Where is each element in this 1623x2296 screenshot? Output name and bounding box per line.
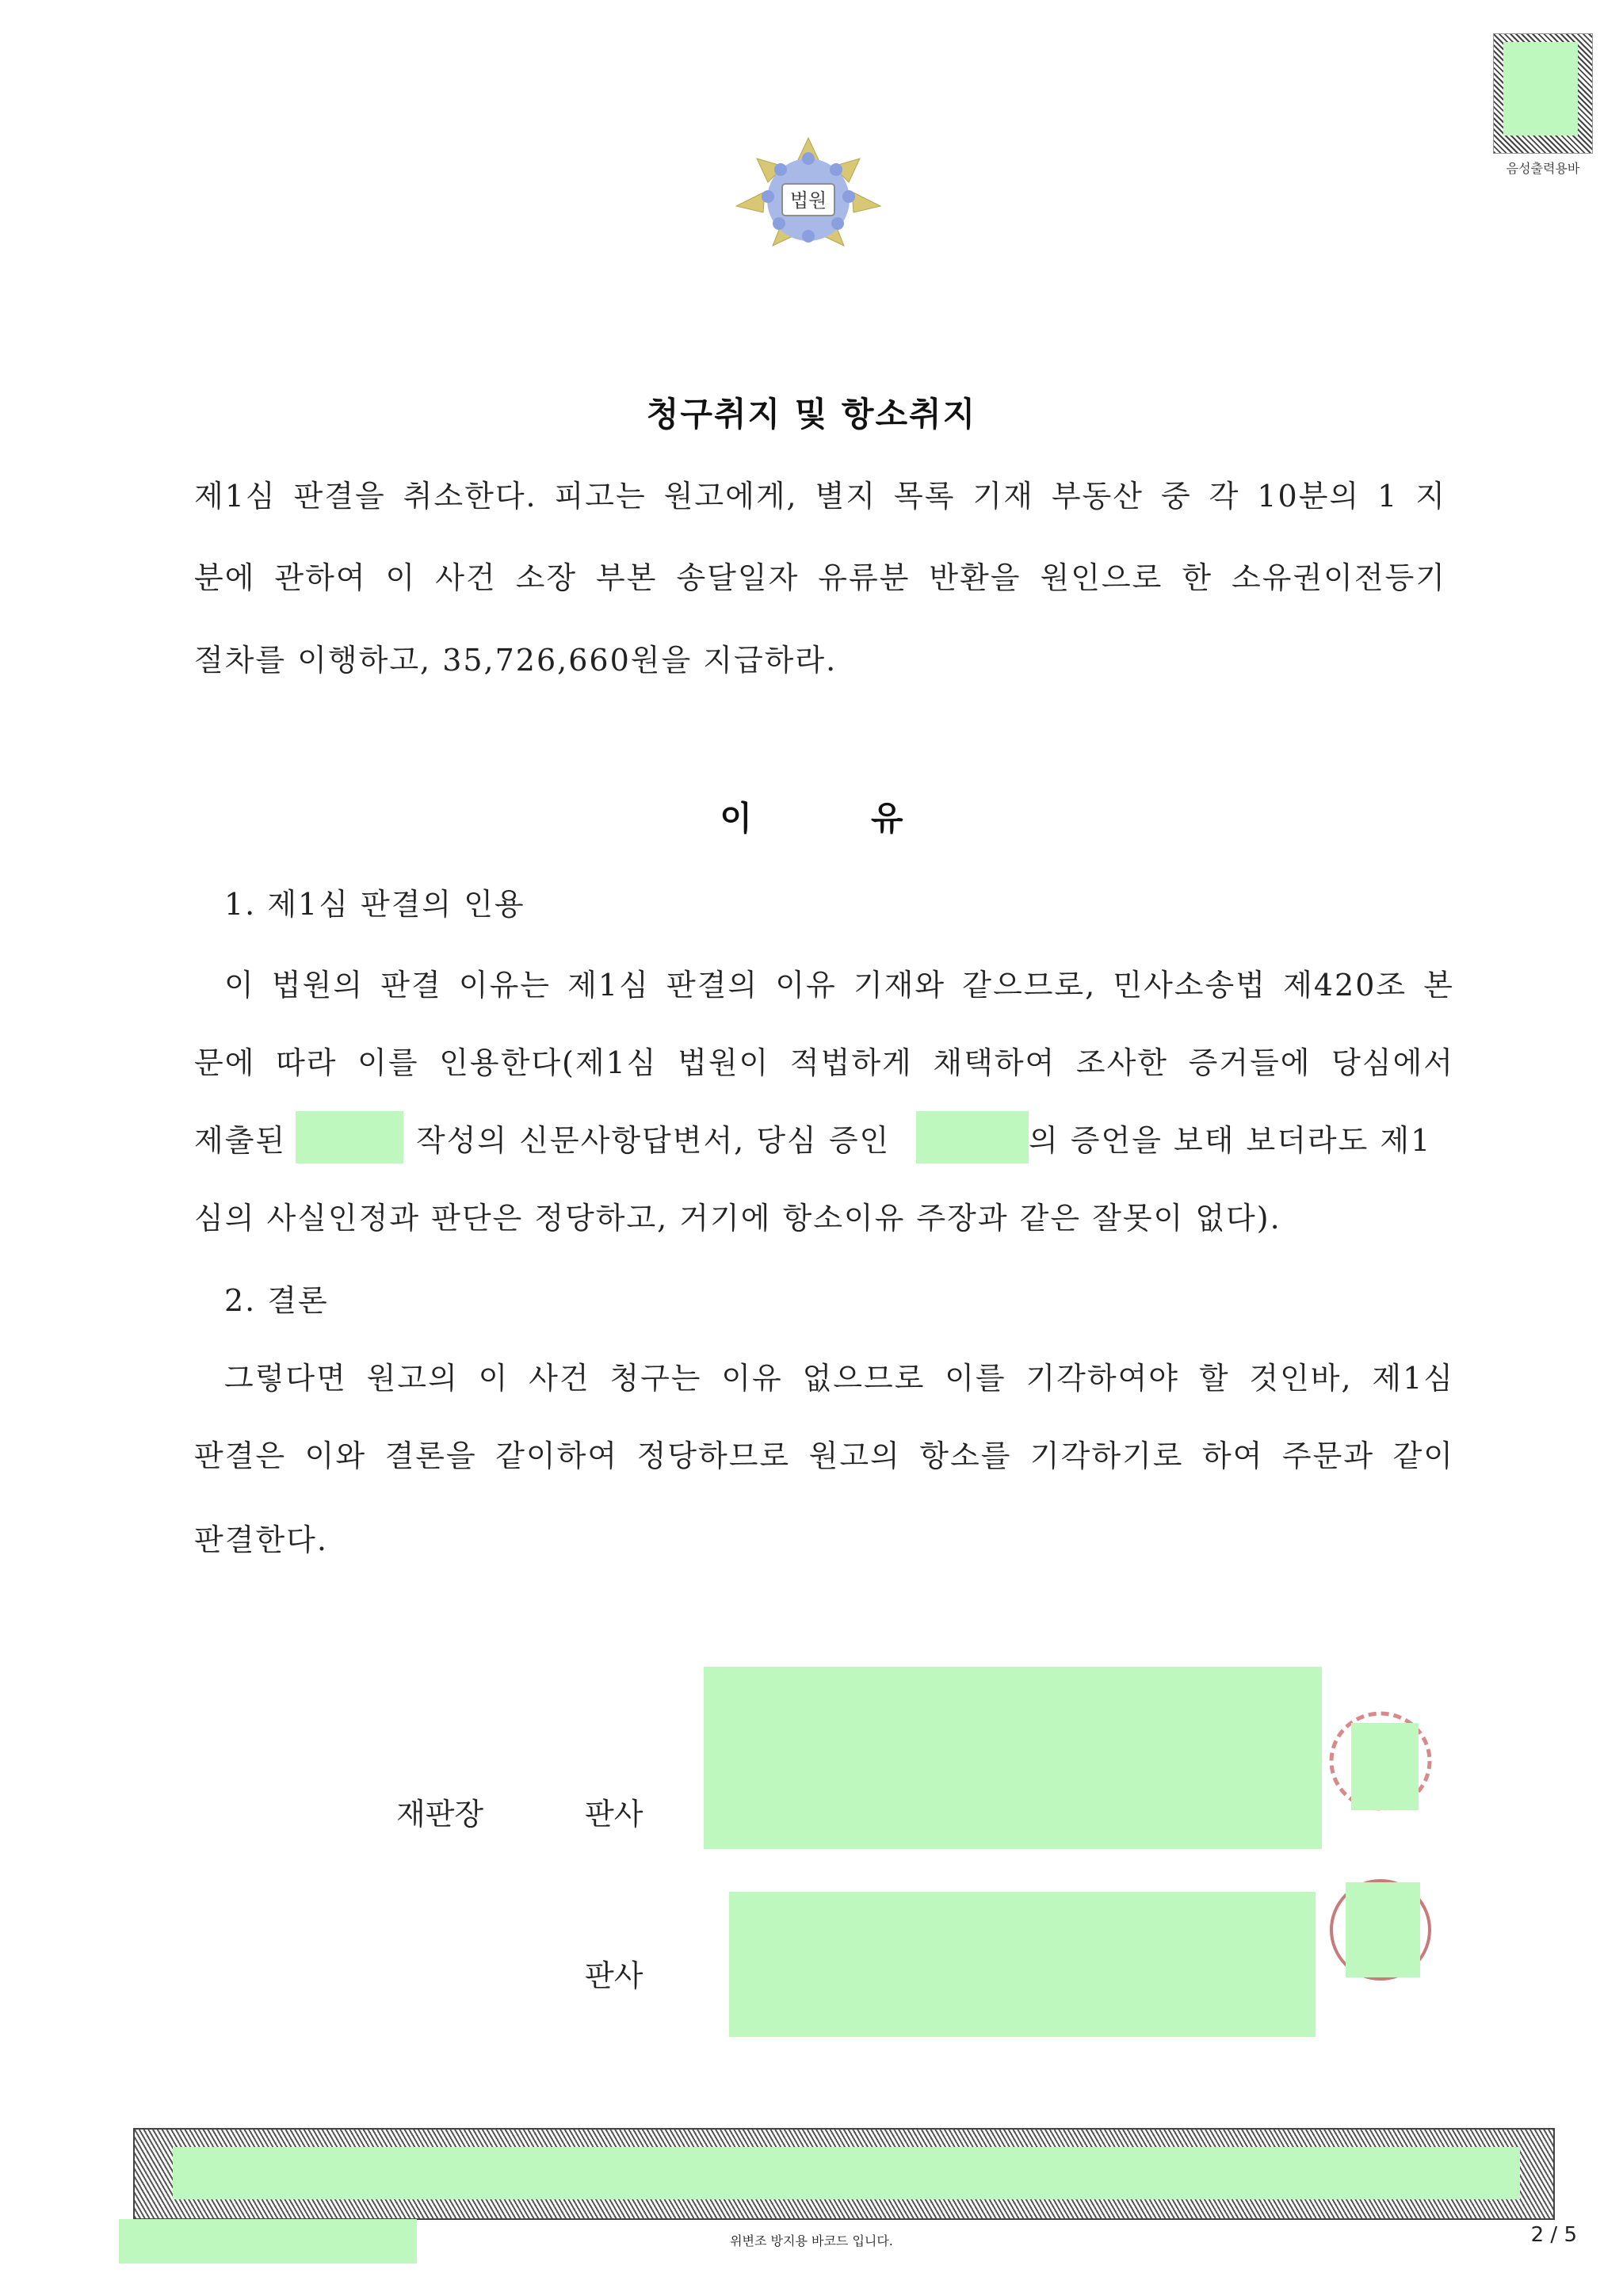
barcode-caption: 위변조 방지용 바코드 입니다. bbox=[730, 2233, 893, 2248]
section1-line-3c: 의 증언을 보태 보더라도 제1 bbox=[1029, 1123, 1432, 1158]
redaction-box bbox=[916, 1111, 1029, 1163]
section2-line-3: 판결한다. bbox=[194, 1522, 328, 1557]
section1-line-2: 문에 따라 이를 인용한다(제1심 법원이 적법하게 채택하여 조사한 증거들에 당심에서 bbox=[194, 1045, 1454, 1080]
claim-line-1: 제1심 판결을 취소한다. 피고는 원고에게, 별지 목록 기재 부동산 중 각 10분의 1 지 bbox=[194, 479, 1446, 514]
section2-line-1: 그렇다면 원고의 이 사건 청구는 이유 없으므로 이를 기각하여야 할 것인바, 제1심 bbox=[224, 1361, 1454, 1396]
judge-label-1: 판사 bbox=[585, 1797, 643, 1832]
claim-title: 청구취지 및 항소취지 bbox=[646, 395, 977, 434]
judge-label-2: 판사 bbox=[585, 1958, 643, 1993]
section1-line-4: 심의 사실인정과 판단은 정당하고, 거기에 항소이유 주장과 같은 잘못이 없다). bbox=[194, 1201, 1281, 1236]
redaction-box bbox=[173, 2147, 1520, 2199]
judge1-seal bbox=[1316, 1704, 1442, 1815]
section1-heading: 1. 제1심 판결의 인용 bbox=[224, 887, 525, 922]
emblem-text: 법원 bbox=[789, 189, 827, 212]
redaction-box bbox=[296, 1111, 403, 1163]
reason-title bbox=[0, 793, 1623, 840]
section2-heading: 2. 결론 bbox=[224, 1283, 329, 1318]
judge2-name-redaction bbox=[729, 1892, 1316, 2037]
section1-line-3a: 제출된 bbox=[194, 1123, 287, 1158]
judge1-name-redaction bbox=[704, 1667, 1322, 1849]
reason-title-left: 이 bbox=[720, 799, 752, 838]
presiding-judge-label: 재판장 bbox=[396, 1797, 484, 1832]
voice-output-label: 음성출력용바 bbox=[1506, 161, 1580, 176]
reason-title-right: 유 bbox=[871, 799, 903, 838]
section1-line-3b: 작성의 신문사항답변서, 당심 증인 bbox=[416, 1123, 891, 1158]
judge2-seal bbox=[1316, 1874, 1442, 1985]
section2-line-2: 판결은 이와 결론을 같이하여 정당하므로 원고의 항소를 기각하기로 하여 주문과 같이 bbox=[194, 1438, 1454, 1473]
claim-line-3: 절차를 이행하고, 35,726,660원을 지급하라. bbox=[194, 643, 838, 678]
page-number: 2 / 5 bbox=[1530, 2223, 1577, 2247]
voice-output-barcode bbox=[1493, 33, 1593, 154]
anti-forgery-barcode bbox=[133, 2128, 1555, 2220]
claim-line-2: 분에 관하여 이 사건 소장 부본 송달일자 유류분 반환을 원인으로 한 소유권이전등기 bbox=[194, 560, 1446, 595]
redaction-box bbox=[1503, 42, 1578, 136]
section1-line-1: 이 법원의 판결 이유는 제1심 판결의 이유 기재와 같으므로, 민사소송법 제420조 본 bbox=[224, 968, 1454, 1003]
court-emblem-icon bbox=[733, 135, 884, 254]
